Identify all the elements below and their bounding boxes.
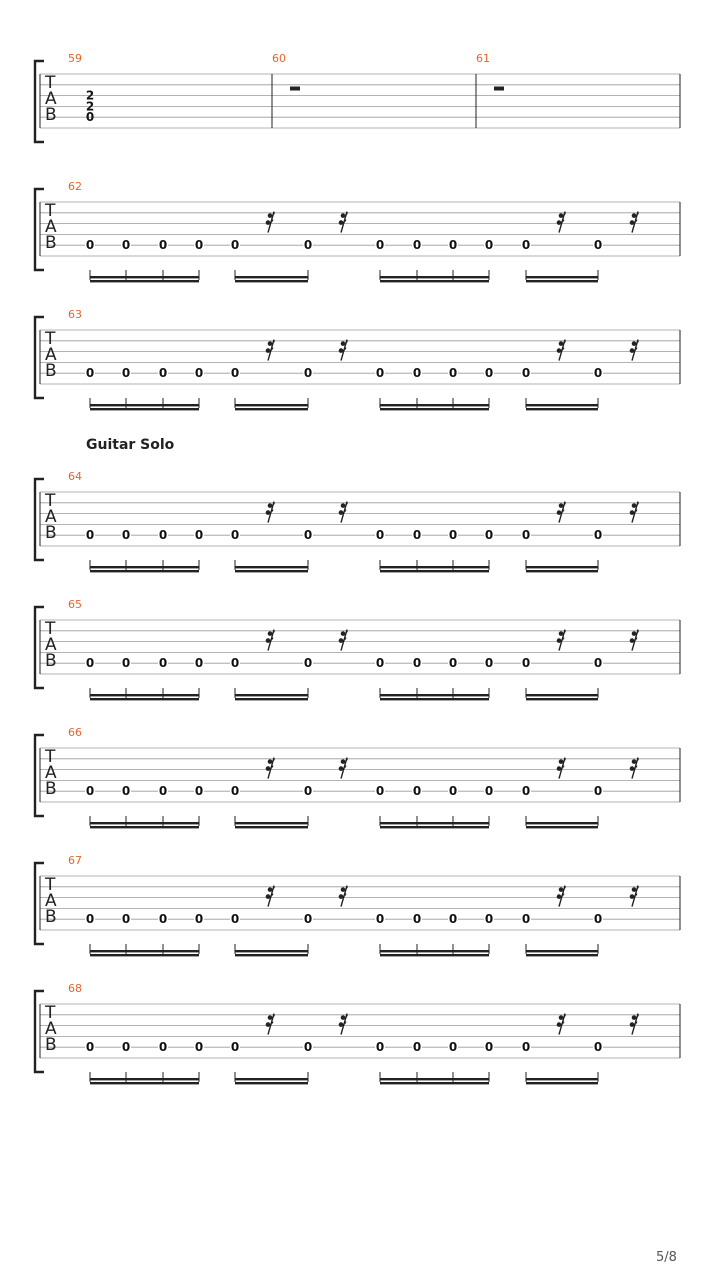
tab-clef-letter: B	[45, 1035, 57, 1055]
tab-system	[35, 982, 680, 1084]
fret-number: 0	[412, 366, 422, 381]
fret-number: 0	[521, 1040, 531, 1055]
measure-number: 61	[476, 52, 490, 65]
beam	[90, 404, 199, 406]
fret-number: 0	[484, 366, 494, 381]
beam	[526, 954, 598, 956]
fret-number: 0	[85, 528, 95, 543]
measure-number: 66	[68, 726, 82, 739]
tab-clef-letter: B	[45, 105, 57, 125]
fret-number: 0	[375, 912, 385, 927]
beam	[235, 408, 308, 410]
tab-clef-letter: B	[45, 361, 57, 381]
tab-clef-letter: A	[45, 345, 57, 365]
tab-system	[35, 598, 680, 700]
beam	[90, 280, 199, 282]
fret-number: 0	[230, 784, 240, 799]
beam	[380, 566, 489, 568]
fret-number: 0	[230, 528, 240, 543]
beam	[380, 694, 489, 696]
beam	[90, 1082, 199, 1084]
fret-number: 0	[412, 912, 422, 927]
tab-system	[35, 308, 680, 410]
beam	[526, 950, 598, 952]
beam	[90, 954, 199, 956]
beam	[526, 1078, 598, 1080]
beam	[235, 826, 308, 828]
tab-system	[35, 726, 680, 828]
whole-rest-icon	[494, 87, 504, 91]
fret-number: 0	[194, 1040, 204, 1055]
fret-number: 0	[85, 238, 95, 253]
fret-number: 0	[303, 366, 313, 381]
beam	[235, 566, 308, 568]
fret-number: 0	[375, 784, 385, 799]
measure-number: 67	[68, 854, 82, 867]
fret-number: 0	[85, 912, 95, 927]
measure-number: 68	[68, 982, 82, 995]
fret-number: 0	[448, 528, 458, 543]
fret-number: 0	[484, 656, 494, 671]
beam	[235, 1078, 308, 1080]
beam	[90, 570, 199, 572]
fret-number: 0	[448, 656, 458, 671]
section-label-guitar-solo: Guitar Solo	[86, 437, 175, 453]
fret-number: 0	[484, 528, 494, 543]
fret-number: 0	[375, 528, 385, 543]
fret-number: 0	[484, 238, 494, 253]
fret-number: 0	[303, 912, 313, 927]
fret-number: 0	[484, 784, 494, 799]
fret-number: 0	[230, 366, 240, 381]
tab-clef-letter: T	[45, 619, 56, 639]
fret-number: 0	[158, 656, 168, 671]
measure-number: 64	[68, 470, 82, 483]
beam	[526, 408, 598, 410]
fret-number: 0	[85, 1040, 95, 1055]
fret-number: 0	[158, 366, 168, 381]
tab-system	[35, 180, 680, 282]
beam	[235, 280, 308, 282]
fret-number: 0	[448, 912, 458, 927]
tab-clef-letter: A	[45, 891, 57, 911]
beam	[526, 698, 598, 700]
beam	[380, 950, 489, 952]
fret-number: 0	[194, 912, 204, 927]
fret-number: 0	[521, 912, 531, 927]
fret-number: 0	[230, 912, 240, 927]
fret-number: 0	[593, 366, 603, 381]
beam	[380, 826, 489, 828]
tab-clef-letter: T	[45, 329, 56, 349]
beam	[235, 276, 308, 278]
fret-number: 0	[448, 238, 458, 253]
beam	[380, 408, 489, 410]
beam	[526, 826, 598, 828]
fret-number: 0	[412, 528, 422, 543]
beam	[90, 566, 199, 568]
tab-clef-letter: B	[45, 523, 57, 543]
beam	[380, 822, 489, 824]
fret-number: 0	[484, 912, 494, 927]
fret-number: 0	[593, 784, 603, 799]
fret-number: 2	[85, 99, 95, 114]
beam	[235, 694, 308, 696]
fret-number: 0	[194, 238, 204, 253]
tab-clef-letter: T	[45, 1003, 56, 1023]
beam	[380, 698, 489, 700]
tab-clef-letter: A	[45, 1019, 57, 1039]
beam	[526, 404, 598, 406]
fret-number: 0	[194, 784, 204, 799]
fret-number: 0	[375, 1040, 385, 1055]
fret-number: 0	[121, 238, 131, 253]
beam	[235, 404, 308, 406]
fret-number: 0	[448, 366, 458, 381]
measure-number: 63	[68, 308, 82, 321]
beam	[380, 1082, 489, 1084]
fret-number: 0	[303, 528, 313, 543]
fret-number: 0	[375, 238, 385, 253]
tab-clef-letter: T	[45, 491, 56, 511]
fret-number: 0	[303, 1040, 313, 1055]
fret-number: 0	[85, 656, 95, 671]
beam	[526, 276, 598, 278]
beam	[235, 698, 308, 700]
beam	[90, 698, 199, 700]
fret-number: 0	[230, 238, 240, 253]
fret-number: 0	[593, 1040, 603, 1055]
fret-number: 0	[593, 238, 603, 253]
fret-number: 0	[158, 1040, 168, 1055]
measure-number: 65	[68, 598, 82, 611]
fret-number: 0	[158, 912, 168, 927]
beam	[380, 280, 489, 282]
tab-clef-letter: T	[45, 747, 56, 767]
fret-number: 0	[121, 1040, 131, 1055]
tab-system	[35, 52, 680, 142]
beam	[90, 408, 199, 410]
fret-number: 0	[230, 1040, 240, 1055]
beam	[90, 822, 199, 824]
fret-number: 0	[194, 656, 204, 671]
beam	[235, 822, 308, 824]
fret-number: 0	[521, 784, 531, 799]
beam	[235, 950, 308, 952]
fret-number: 0	[593, 912, 603, 927]
beam	[380, 276, 489, 278]
beam	[235, 570, 308, 572]
fret-number: 0	[121, 656, 131, 671]
beam	[90, 950, 199, 952]
beam	[526, 1082, 598, 1084]
fret-number: 0	[448, 1040, 458, 1055]
fret-number: 0	[85, 784, 95, 799]
beam	[90, 1078, 199, 1080]
fret-number: 0	[158, 528, 168, 543]
fret-number: 0	[194, 366, 204, 381]
beam	[526, 570, 598, 572]
tab-clef-letter: A	[45, 89, 57, 109]
fret-number: 0	[521, 238, 531, 253]
beam	[235, 1082, 308, 1084]
beam	[526, 694, 598, 696]
fret-number: 0	[158, 784, 168, 799]
fret-number: 0	[521, 656, 531, 671]
fret-number: 0	[593, 528, 603, 543]
fret-number: 0	[412, 784, 422, 799]
beam	[380, 954, 489, 956]
tab-clef-letter: A	[45, 507, 57, 527]
fret-number: 0	[121, 528, 131, 543]
fret-number: 0	[194, 528, 204, 543]
beam	[526, 566, 598, 568]
beam	[90, 694, 199, 696]
fret-number: 0	[85, 110, 95, 125]
measure-number: 60	[272, 52, 286, 65]
beam	[380, 1078, 489, 1080]
fret-number: 0	[121, 912, 131, 927]
fret-number: 0	[121, 784, 131, 799]
tab-clef-letter: B	[45, 907, 57, 927]
fret-number: 0	[230, 656, 240, 671]
page-number: 5/8	[656, 1250, 677, 1265]
beam	[526, 280, 598, 282]
fret-number: 0	[448, 784, 458, 799]
tab-system	[35, 854, 680, 956]
tab-system	[35, 470, 680, 572]
fret-number: 0	[484, 1040, 494, 1055]
tab-clef-letter: B	[45, 233, 57, 253]
tab-clef-letter: B	[45, 779, 57, 799]
tab-clef-letter: A	[45, 635, 57, 655]
fret-number: 0	[85, 366, 95, 381]
measure-number: 62	[68, 180, 82, 193]
fret-number: 0	[303, 656, 313, 671]
tab-clef-letter: B	[45, 651, 57, 671]
fret-number: 0	[521, 366, 531, 381]
beam	[90, 276, 199, 278]
tab-clef-letter: A	[45, 763, 57, 783]
beam	[90, 826, 199, 828]
beam	[380, 570, 489, 572]
tab-clef-letter: T	[45, 201, 56, 221]
fret-number: 0	[158, 238, 168, 253]
tab-clef-letter: A	[45, 217, 57, 237]
fret-number: 0	[375, 366, 385, 381]
fret-number: 0	[375, 656, 385, 671]
fret-number: 0	[121, 366, 131, 381]
fret-number: 0	[412, 656, 422, 671]
beam	[380, 404, 489, 406]
fret-number: 0	[412, 1040, 422, 1055]
beam	[526, 822, 598, 824]
beam	[235, 954, 308, 956]
fret-number: 0	[412, 238, 422, 253]
tab-clef-letter: T	[45, 875, 56, 895]
fret-number: 0	[303, 784, 313, 799]
measure-number: 59	[68, 52, 82, 65]
tab-clef-letter: T	[45, 73, 56, 93]
fret-number: 0	[303, 238, 313, 253]
fret-number: 0	[593, 656, 603, 671]
whole-rest-icon	[290, 87, 300, 91]
fret-number: 2	[85, 88, 95, 103]
fret-number: 0	[521, 528, 531, 543]
